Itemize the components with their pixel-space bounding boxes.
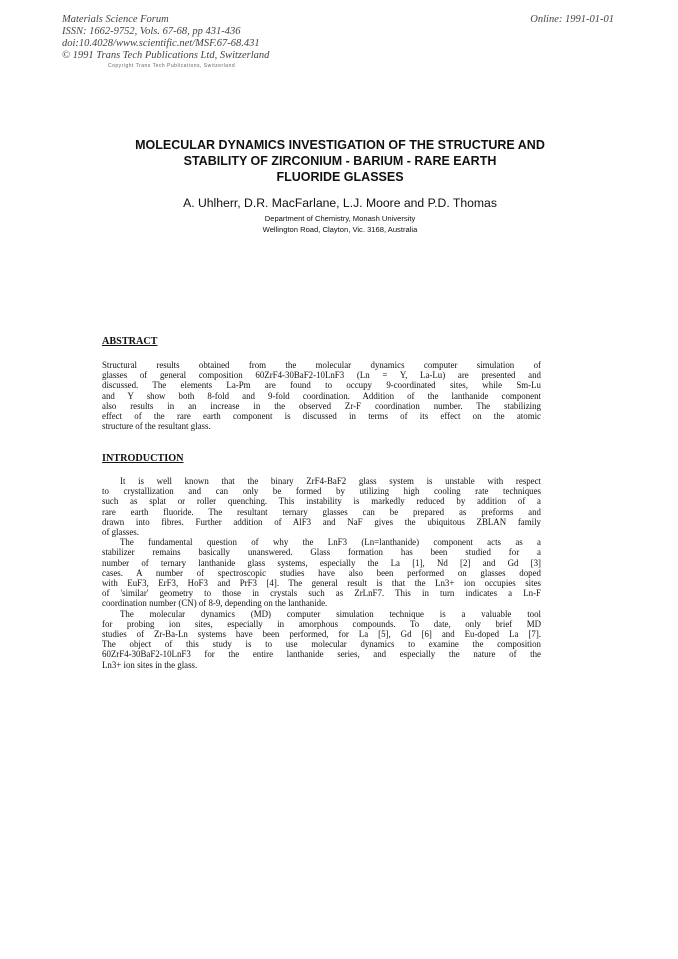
intro-line: of glasses.	[102, 527, 139, 538]
intro-line: 60ZrF4-30BaF2-10LnF3 for the entire lanthanide series, and especially the nature of the	[102, 649, 541, 660]
abstract-line: effect of the rare earth component is discussed in terms of its effect on the atomic	[102, 411, 541, 422]
intro-line: It is well known that the binary ZrF4-BaF2 glass system is unstable with respect	[120, 476, 541, 486]
intro-line: coordination number (CN) of 8-9, depending on the lanthanide.	[102, 598, 328, 609]
affiliation	[160, 213, 520, 235]
intro-line: studies of Zr-Ba-Ln systems have been performed, for La [5], Gd [6] and Eu-doped La [7].	[102, 629, 541, 640]
intro-line: The object of this study is to use molecular dynamics to examine the composition	[102, 639, 541, 650]
title-line: STABILITY OF ZIRCONIUM - BARIUM - RARE EARTH	[183, 154, 497, 168]
intro-line: number of ternary lanthanide glass systems, especially the La [1], Nd [2] and Gd [3]	[102, 557, 541, 568]
intro-line: stabilizer remains basically unanswered. Glass formation has been studied for a	[102, 547, 541, 558]
affiliation-line: Wellington Road, Clayton, Vic. 3168, Australia	[262, 225, 418, 234]
intro-line: cases. A number of spectroscopic studies have also been performed on glasses doped	[102, 567, 541, 578]
online-date: Online: 1991-01-01	[530, 14, 614, 25]
title-line: FLUORIDE GLASSES	[276, 170, 404, 184]
author-list: A. Uhlherr, D.R. MacFarlane, L.J. Moore and P.D. Thomas	[183, 196, 497, 210]
title-line: MOLECULAR DYNAMICS INVESTIGATION OF THE STRUCTURE AND	[135, 138, 545, 152]
paper-title	[90, 137, 590, 185]
intro-line: to crystallization and can only be formed by utilizing high cooling rate techniques	[102, 486, 541, 497]
intro-line: of 'similar' geometry to those in crystals such as ZrLnF7. This in turn indicates a Ln-F	[102, 588, 541, 599]
journal-name: Materials Science Forum	[62, 14, 169, 25]
journal-copyright: © 1991 Trans Tech Publications Ltd, Switzerland	[62, 50, 270, 61]
intro-line: with EuF3, ErF3, HoF3 and PrF3 [4]. The general result is that the Ln3+ ion occupies sites	[102, 578, 541, 589]
intro-line: drawn into fibres. Further addition of AlF3 and NaF gives the ubiquitous ZBLAN family	[102, 516, 541, 527]
abstract-line: and Y show both 8-fold and 9-fold coordination. Addition of the lanthanide component	[102, 390, 541, 401]
intro-line: such as splat or roller quenching. This instability is markedly reduced by addition of a	[102, 496, 541, 507]
introduction-heading: INTRODUCTION	[102, 453, 184, 464]
abstract-line: also results in an increase in the observed Zr-F coordination number. The stabilizing	[102, 400, 541, 411]
intro-line: rare earth fluoride. The resultant ternary glasses can be prepared as preforms and	[102, 506, 541, 517]
abstract-body	[102, 360, 541, 431]
intro-line: The fundamental question of why the LnF3 (Ln=lanthanide) component acts as a	[120, 537, 541, 548]
intro-line: Ln3+ ion sites in the glass.	[102, 659, 198, 670]
introduction-body	[102, 476, 541, 670]
abstract-line: glasses of general composition 60ZrF4-30BaF2-10LnF3 (Ln = Y, La-Lu) are presented and	[102, 370, 541, 381]
intro-line: The molecular dynamics (MD) computer simulation technique is a valuable tool	[120, 608, 541, 619]
affiliation-line: Department of Chemistry, Monash University	[264, 214, 416, 223]
intro-line: for probing ion sites, especially in amorphous compounds. To date, only brief MD	[102, 618, 541, 629]
journal-doi: doi:10.4028/www.scientific.net/MSF.67-68.431	[62, 38, 260, 49]
abstract-line: structure of the resultant glass.	[102, 421, 211, 432]
journal-header	[62, 14, 269, 62]
abstract-heading: ABSTRACT	[102, 336, 158, 347]
journal-issn: ISSN: 1662-9752, Vols. 67-68, pp 431-436	[62, 26, 241, 37]
abstract-line: discussed. The elements La-Pm are found to occupy 9-coordinated sites, while Sm-Lu	[102, 380, 541, 391]
abstract-line: Structural results obtained from the molecular dynamics computer simulation of	[102, 360, 541, 370]
copyright-strip: Copyright Trans Tech Publications, Switzerland	[108, 63, 236, 69]
